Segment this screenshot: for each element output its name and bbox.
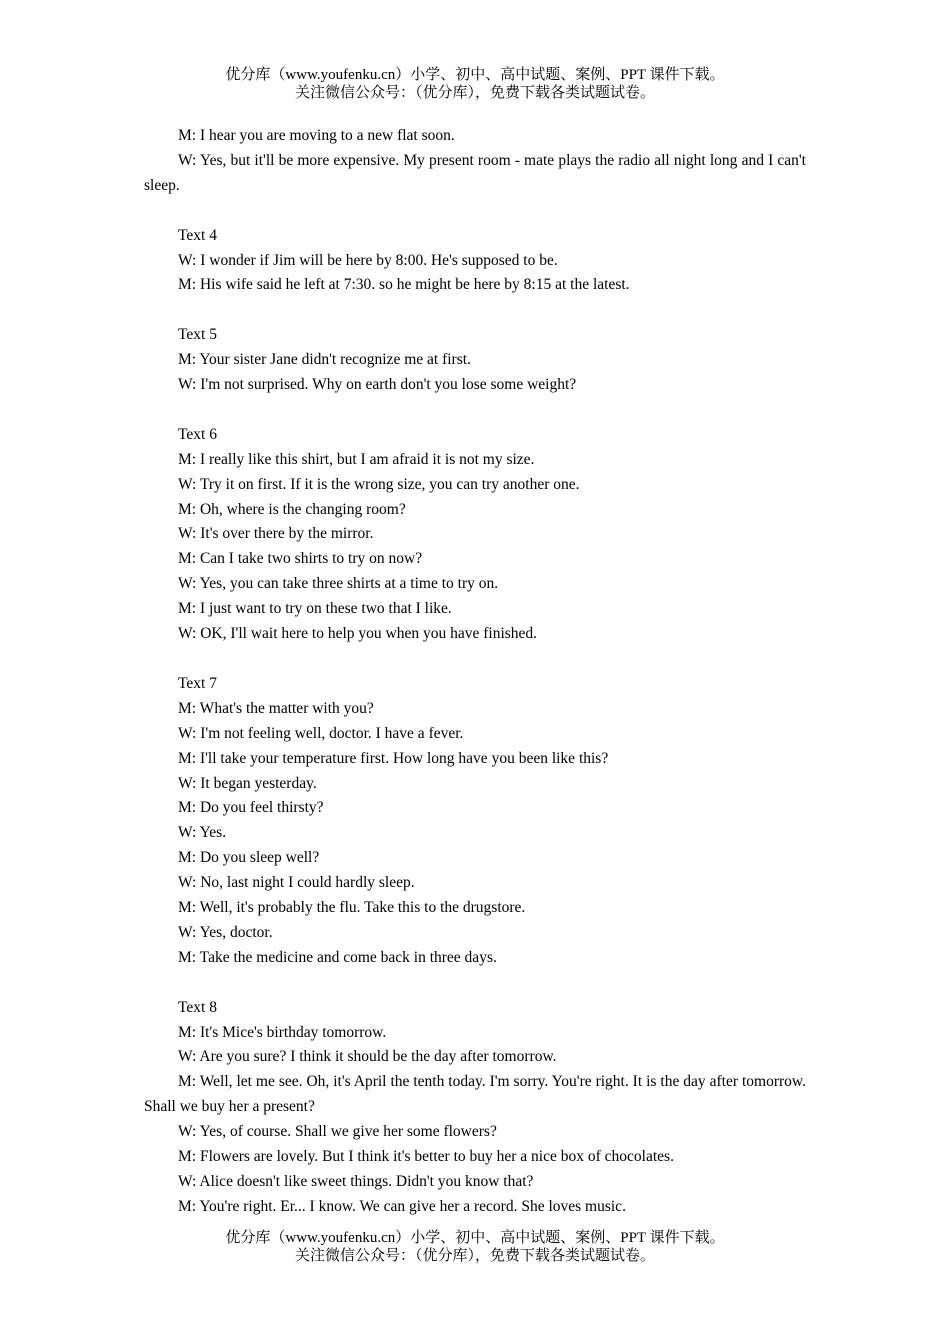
dialogue-line: W: OK, I'll wait here to help you when you have finished. [178, 625, 538, 643]
dialogue-line: M: Do you sleep well? [178, 849, 320, 867]
dialogue-line: M: Can I take two shirts to try on now? [178, 550, 423, 568]
dialogue-line: W: I'm not surprised. Why on earth don't you lose some weight? [178, 376, 577, 394]
dialogue-line: M: I hear you are moving to a new flat soon. [178, 127, 455, 144]
dialogue-line: W: Yes. [178, 824, 227, 842]
dialogue-line: M: What's the matter with you? [178, 699, 374, 717]
page-footer [0, 1229, 950, 1265]
section-gap [144, 199, 806, 224]
dialogue-line: M: Your sister Jane didn't recognize me at first. [178, 351, 471, 369]
dialogue-line: M: Well, it's probably the flu. Take this to the drugstore. [178, 899, 526, 917]
dialogue-line: W: I'm not feeling well, doctor. I have a fever. [178, 724, 464, 742]
dialogue-line: W: Are you sure? I think it should be the day after tomorrow. [178, 1048, 557, 1066]
dialogue-line: M: I really like this shirt, but I am afraid it is not my size. [178, 450, 535, 468]
dialogue-line: W: Yes, but it'll be more expensive. My present room - mate plays the radio all night long and I can't sleep. [144, 151, 806, 194]
section-gap [144, 298, 806, 323]
dialogue-line: M: His wife said he left at 7:30. so he might be here by 8:15 at the latest. [178, 276, 630, 294]
dialogue-line: W: I wonder if Jim will be here by 8:00. He's supposed to be. [178, 251, 558, 269]
section-title: Text 8 [178, 998, 217, 1016]
dialogue-line: M: Take the medicine and come back in three days. [178, 948, 497, 966]
dialogue-line: W: Alice doesn't like sweet things. Didn't you know that? [178, 1172, 534, 1190]
transcript-body [144, 124, 806, 1220]
dialogue-line: W: It's over there by the mirror. [178, 525, 374, 543]
header-line-2: 关注微信公众号：（优分库），免费下载各类试题试卷。 [294, 85, 655, 101]
section-title: Text 4 [178, 226, 217, 244]
dialogue-line: M: You're right. Er... I know. We can give her a record. She loves music. [178, 1197, 626, 1215]
footer-line-1: 优分库（www.youfenku.cn）小学、初中、高中试题、案例、PPT 课件下载。 [225, 1230, 725, 1246]
section-title: Text 7 [178, 674, 217, 692]
dialogue-line: M: Flowers are lovely. But I think it's better to buy her a nice box of chocolates. [178, 1148, 674, 1166]
page-header [0, 66, 950, 102]
footer-line-2: 关注微信公众号：（优分库），免费下载各类试题试卷。 [294, 1248, 655, 1264]
dialogue-line: W: Yes, of course. Shall we give her some flowers? [178, 1123, 497, 1141]
dialogue-line: W: Yes, doctor. [178, 923, 273, 941]
section-title: Text 5 [178, 326, 217, 344]
dialogue-line: M: Do you feel thirsty? [178, 799, 324, 817]
section-title: Text 6 [178, 425, 217, 443]
dialogue-line: M: It's Mice's birthday tomorrow. [178, 1023, 387, 1041]
dialogue-line: M: I'll take your temperature first. How long have you been like this? [178, 749, 609, 767]
header-line-1: 优分库（www.youfenku.cn）小学、初中、高中试题、案例、PPT 课件下载。 [225, 67, 725, 83]
section-gap [144, 647, 806, 672]
dialogue-line: W: It began yesterday. [178, 774, 317, 792]
dialogue-line: W: Try it on first. If it is the wrong size, you can try another one. [178, 475, 580, 493]
dialogue-line: M: Oh, where is the changing room? [178, 500, 406, 518]
section-gap [144, 971, 806, 996]
dialogue-line: W: Yes, you can take three shirts at a time to try on. [178, 575, 499, 593]
section-gap [144, 398, 806, 423]
dialogue-line: M: I just want to try on these two that I like. [178, 600, 452, 618]
dialogue-line: M: Well, let me see. Oh, it's April the tenth today. I'm sorry. You're right. It is the day after tomorrow. Shall we buy her a present? [144, 1073, 806, 1116]
dialogue-line: W: No, last night I could hardly sleep. [178, 874, 415, 892]
